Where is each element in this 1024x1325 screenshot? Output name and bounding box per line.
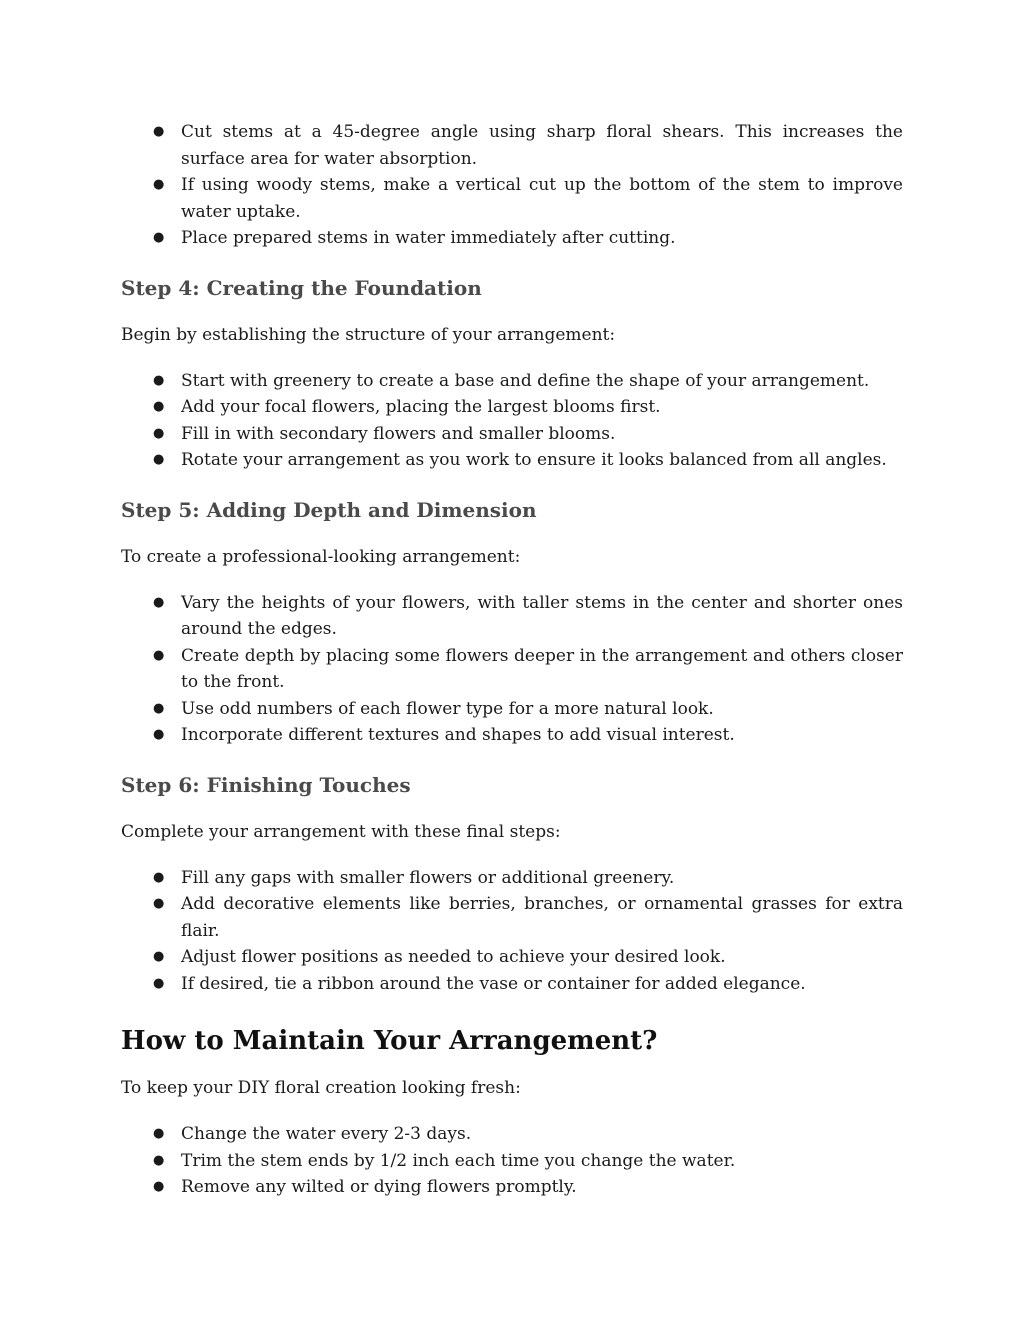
step5-list xyxy=(121,590,903,749)
maintain-heading: How to Maintain Your Arrangement? xyxy=(121,1026,658,1056)
bullet-icon: ● xyxy=(153,1179,165,1194)
list-item: ● If using woody stems, make a vertical cut up the bottom of the stem to improve water uptake. xyxy=(121,172,903,225)
step4-list xyxy=(121,368,903,474)
list-item: ● Cut stems at a 45-degree angle using sharp floral shears. This increases the surface area for water absorption. xyxy=(121,119,903,172)
step4-heading: Step 4: Creating the Foundation xyxy=(121,275,482,300)
bullet-icon: ● xyxy=(153,177,165,192)
bullet-icon: ● xyxy=(153,452,165,467)
bullet-icon: ● xyxy=(153,975,165,991)
bullet-icon: ● xyxy=(153,124,165,139)
list-item: ● Rotate your arrangement as you work to ensure it looks balanced from all angles. xyxy=(121,447,903,474)
list-item: ● Use odd numbers of each flower type for a more natural look. xyxy=(121,696,903,723)
bullet-icon: ● xyxy=(153,700,165,716)
maintain-list xyxy=(121,1121,903,1201)
list-item: ● Fill in with secondary flowers and smaller blooms. xyxy=(121,421,903,448)
list-item: ● Adjust flower positions as needed to achieve your desired look. xyxy=(121,944,903,971)
bullet-icon: ● xyxy=(153,896,165,911)
bullet-icon: ● xyxy=(153,869,165,885)
bullet-icon: ● xyxy=(153,949,165,964)
bullet-icon: ● xyxy=(153,399,165,414)
bullet-icon: ● xyxy=(153,1126,165,1141)
bullet-icon: ● xyxy=(153,372,165,388)
list-item: ● Start with greenery to create a base and define the shape of your arrangement. xyxy=(121,368,903,395)
step5-intro: To create a professional-looking arrangement: xyxy=(121,546,521,567)
bullet-icon: ● xyxy=(153,1152,165,1168)
list-item: ● Add your focal flowers, placing the largest blooms first. xyxy=(121,394,903,421)
list-item: ● Incorporate different textures and shapes to add visual interest. xyxy=(121,722,903,749)
list-item: ● If desired, tie a ribbon around the vase or container for added elegance. xyxy=(121,971,903,998)
bullet-icon: ● xyxy=(153,727,165,742)
list-item: ● Vary the heights of your flowers, with taller stems in the center and shorter ones around the edges. xyxy=(121,590,903,643)
step6-list xyxy=(121,865,903,998)
step4-intro: Begin by establishing the structure of your arrangement: xyxy=(121,324,616,345)
document-page xyxy=(121,119,903,1201)
step6-intro: Complete your arrangement with these final steps: xyxy=(121,821,561,842)
list-item: ● Add decorative elements like berries, branches, or ornamental grasses for extra flair. xyxy=(121,891,903,944)
bullet-icon: ● xyxy=(153,425,165,441)
stem-prep-list xyxy=(121,119,903,252)
step5-heading: Step 5: Adding Depth and Dimension xyxy=(121,497,537,522)
list-item: ● Trim the stem ends by 1/2 inch each time you change the water. xyxy=(121,1148,903,1175)
step6-heading: Step 6: Finishing Touches xyxy=(121,772,411,797)
list-item: ● Remove any wilted or dying flowers promptly. xyxy=(121,1174,903,1201)
list-item: ● Place prepared stems in water immediately after cutting. xyxy=(121,225,903,252)
list-item: ● Change the water every 2-3 days. xyxy=(121,1121,903,1148)
maintain-intro: To keep your DIY floral creation looking fresh: xyxy=(121,1078,521,1098)
bullet-icon: ● xyxy=(153,594,165,610)
bullet-icon: ● xyxy=(153,647,165,663)
bullet-icon: ● xyxy=(153,230,165,245)
list-item: ● Create depth by placing some flowers deeper in the arrangement and others closer to the front. xyxy=(121,643,903,696)
list-item: ● Fill any gaps with smaller flowers or additional greenery. xyxy=(121,865,903,892)
